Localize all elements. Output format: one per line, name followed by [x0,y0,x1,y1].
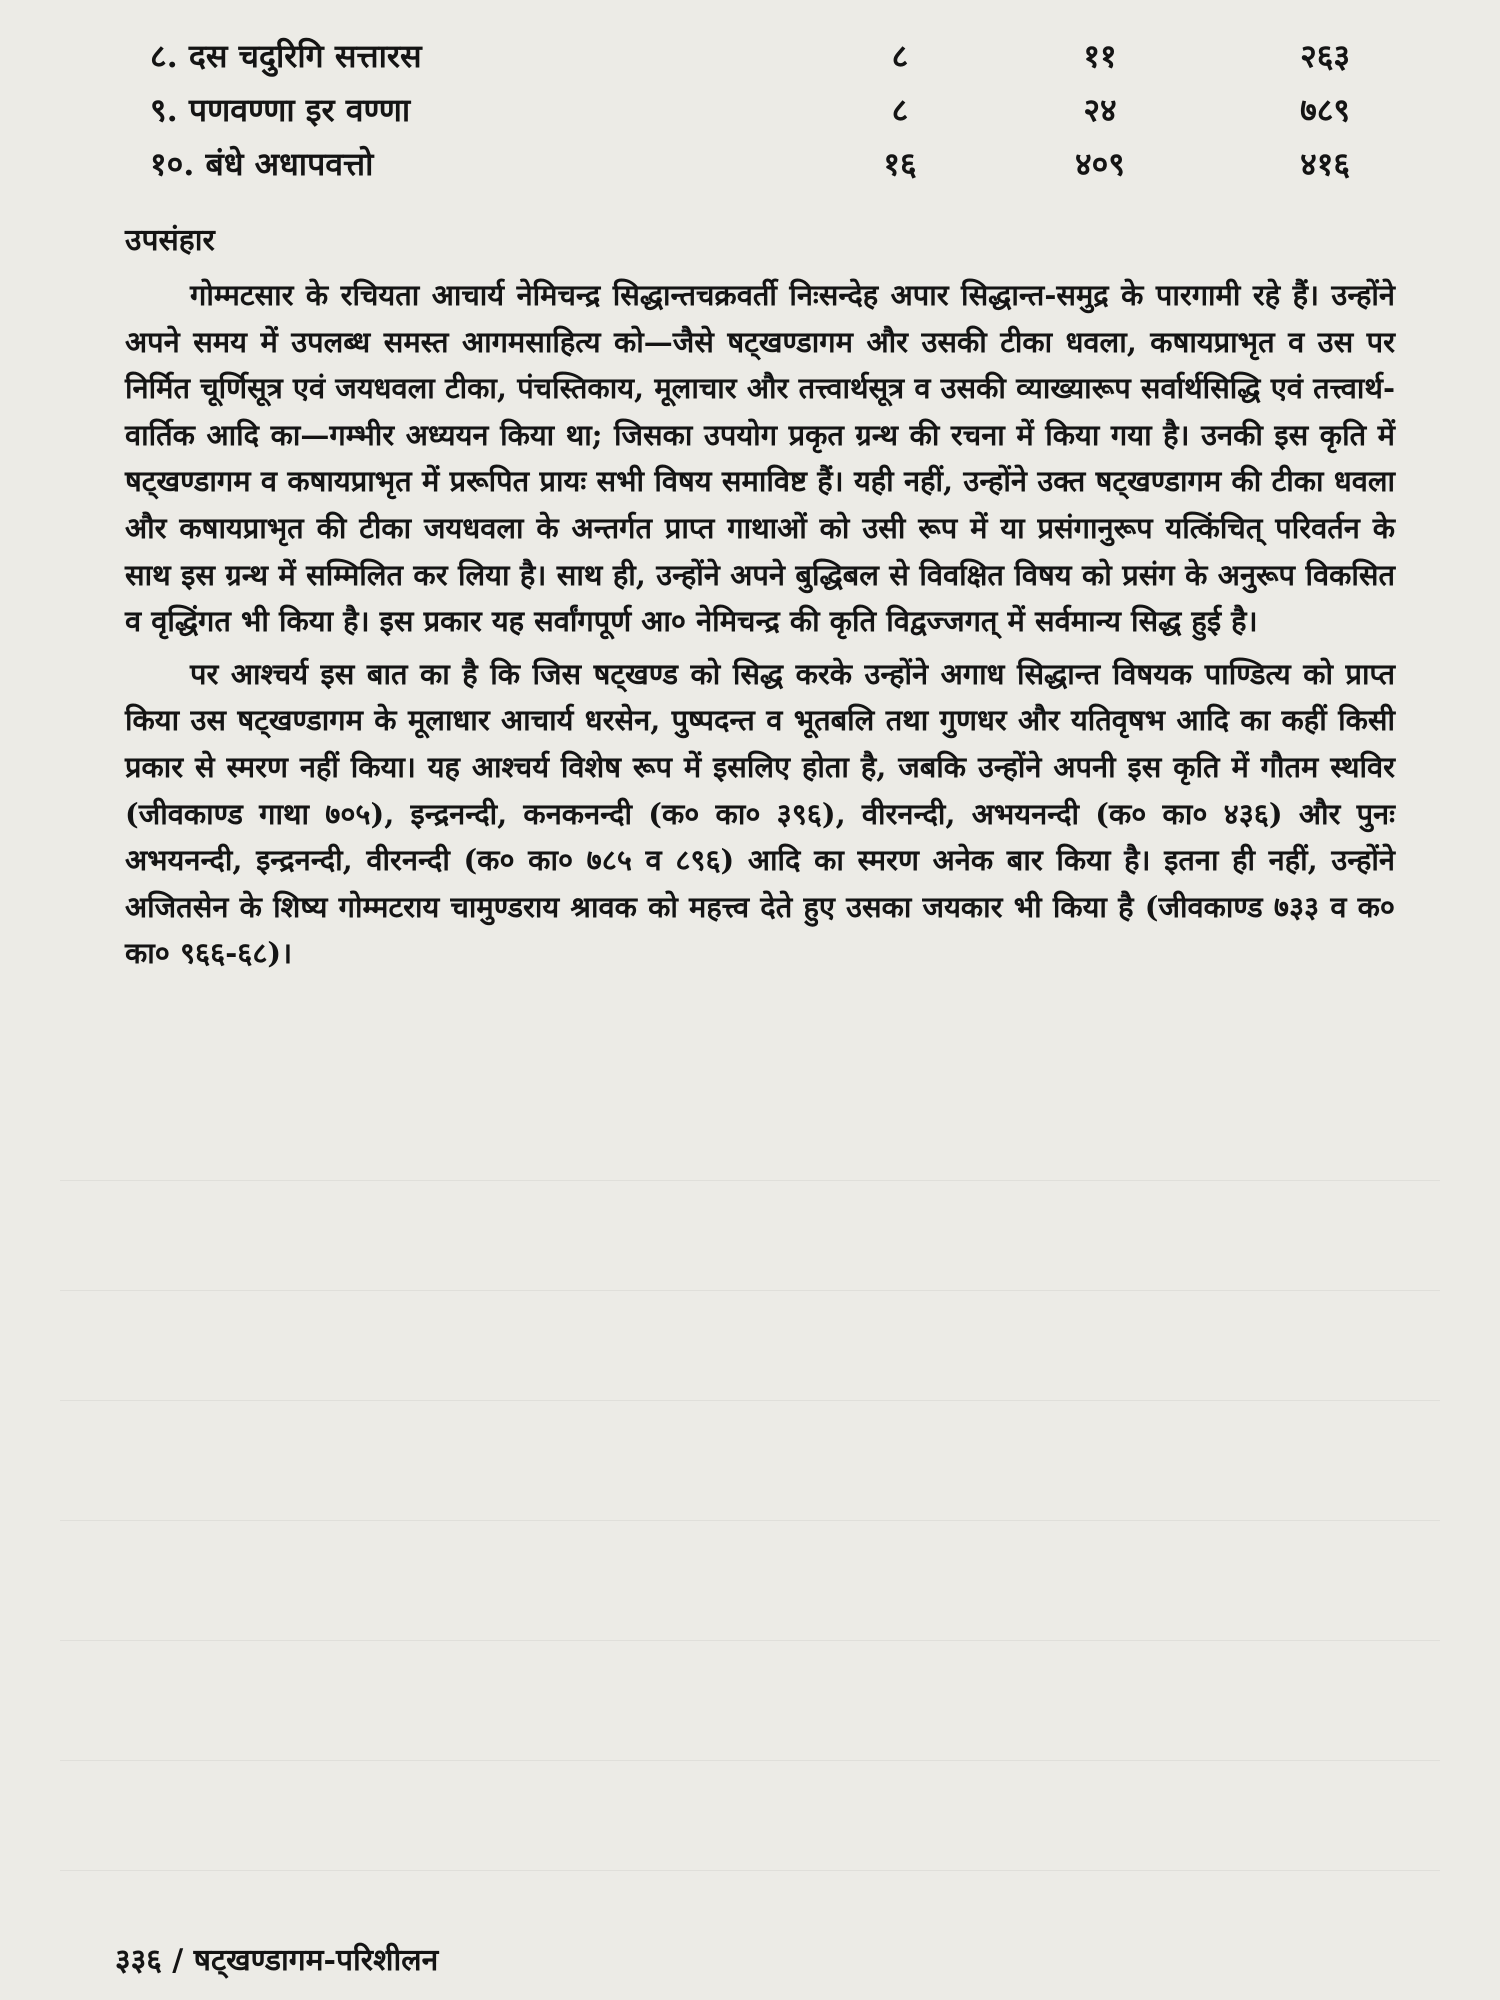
index-table [150,28,1350,190]
index-title: ९. पणवण्णा इर वण्णा [150,91,411,129]
bleed-through-line [60,1760,1440,1761]
bleed-through-line [60,1870,1440,1871]
index-row [150,28,1350,82]
bleed-through-line [60,1400,1440,1401]
bleed-through-line [60,1640,1440,1641]
index-col-3: २६३ [1300,37,1350,75]
index-title: १०. बंधे अधापवत्तो [150,145,374,183]
index-col-2: ११ [1083,37,1117,75]
index-title: ८. दस चदुरिगि सत्तारस [150,37,422,75]
body-text [125,272,1395,977]
index-col-3: ७८९ [1300,91,1350,129]
index-row [150,82,1350,136]
index-col-2: ४०९ [1075,145,1125,183]
paragraph: गोम्मटसार के रचियता आचार्य नेमिचन्द्र सिद्धान्तचक्रवर्ती निःसन्देह अपार सिद्धान्त-समुद्र के पारगामी रहे हैं। उन्होंने अपने समय में उपलब्ध समस्त आगमसाहित्य को—जैसे षट्खण्डागम और उसकी टीका धवला, कषायप्राभृत व उस पर निर्मित चूर्णिसूत्र एवं जयधवला टीका, पंचस्तिकाय, मूलाचार और तत्त्वार्थसूत्र व उसकी व्याख्यारूप सर्वार्थसिद्धि एवं तत्त्वार्थ-वार्तिक आदि का—गम्भीर अध्ययन किया था; जिसका उपयोग प्रकृत ग्रन्थ की रचना में किया गया है। उनकी इस कृति में षट्खण्डागम व कषायप्राभृत में प्ररूपित प्रायः सभी विषय समाविष्ट हैं। यही नहीं, उन्होंने उक्त षट्खण्डागम की टीका धवला और कषायप्राभृत की टीका जयधवला के अन्तर्गत प्राप्त गाथाओं को उसी रूप में या प्रसंगानुरूप यत्किंचित् परिवर्तन के साथ इस ग्रन्थ में सम्मिलित कर लिया है। साथ ही, उन्होंने अपने बुद्धिबल से विवक्षित विषय को प्रसंग के अनुरूप विकसित व वृद्धिंगत भी किया है। इस प्रकार यह सर्वांगपूर्ण आ० नेमिचन्द्र की कृति विद्वज्जगत् में सर्वमान्य सिद्ध हुई है। [125,278,1395,639]
paragraph: पर आश्चर्य इस बात का है कि जिस षट्खण्ड को सिद्ध करके उन्होंने अगाध सिद्धान्त विषयक पाण्डित्य को प्राप्त किया उस षट्खण्डागम के मूलाधार आचार्य धरसेन, पुष्पदन्त व भूतबलि तथा गुणधर और यतिवृषभ आदि का कहीं किसी प्रकार से स्मरण नहीं किया। यह आश्चर्य विशेष रूप में इसलिए होता है, जबकि उन्होंने अपनी इस कृति में गौतम स्थविर (जीवकाण्ड गाथा ७०५), इन्द्रनन्दी, कनकनन्दी (क० का० ३९६), वीरनन्दी, अभयनन्दी (क० का० ४३६) और पुनः अभयनन्दी, इन्द्रनन्दी, वीरनन्दी (क० का० ७८५ व ८९६) आदि का स्मरण अनेक बार किया है। इतना ही नहीं, उन्होंने अजितसेन के शिष्य गोम्मटराय चामुण्डराय श्रावक को महत्त्व देते हुए उसका जयकार भी किया है (जीवकाण्ड ७३३ व क० का० ९६६-६८)। [125,656,1395,971]
bleed-through-line [60,1520,1440,1521]
bleed-through-line [60,1180,1440,1181]
bleed-through-line [60,1290,1440,1291]
index-col-2: २४ [1083,91,1117,129]
index-col-1: १६ [883,145,917,183]
section-heading: उपसंहार [125,223,215,258]
index-row [150,136,1350,190]
page-footer: ३३६ / षट्खण्डागम-परिशीलन [115,1943,439,1978]
index-col-3: ४१६ [1300,145,1350,183]
index-col-1: ८ [891,91,909,129]
index-col-1: ८ [891,37,909,75]
